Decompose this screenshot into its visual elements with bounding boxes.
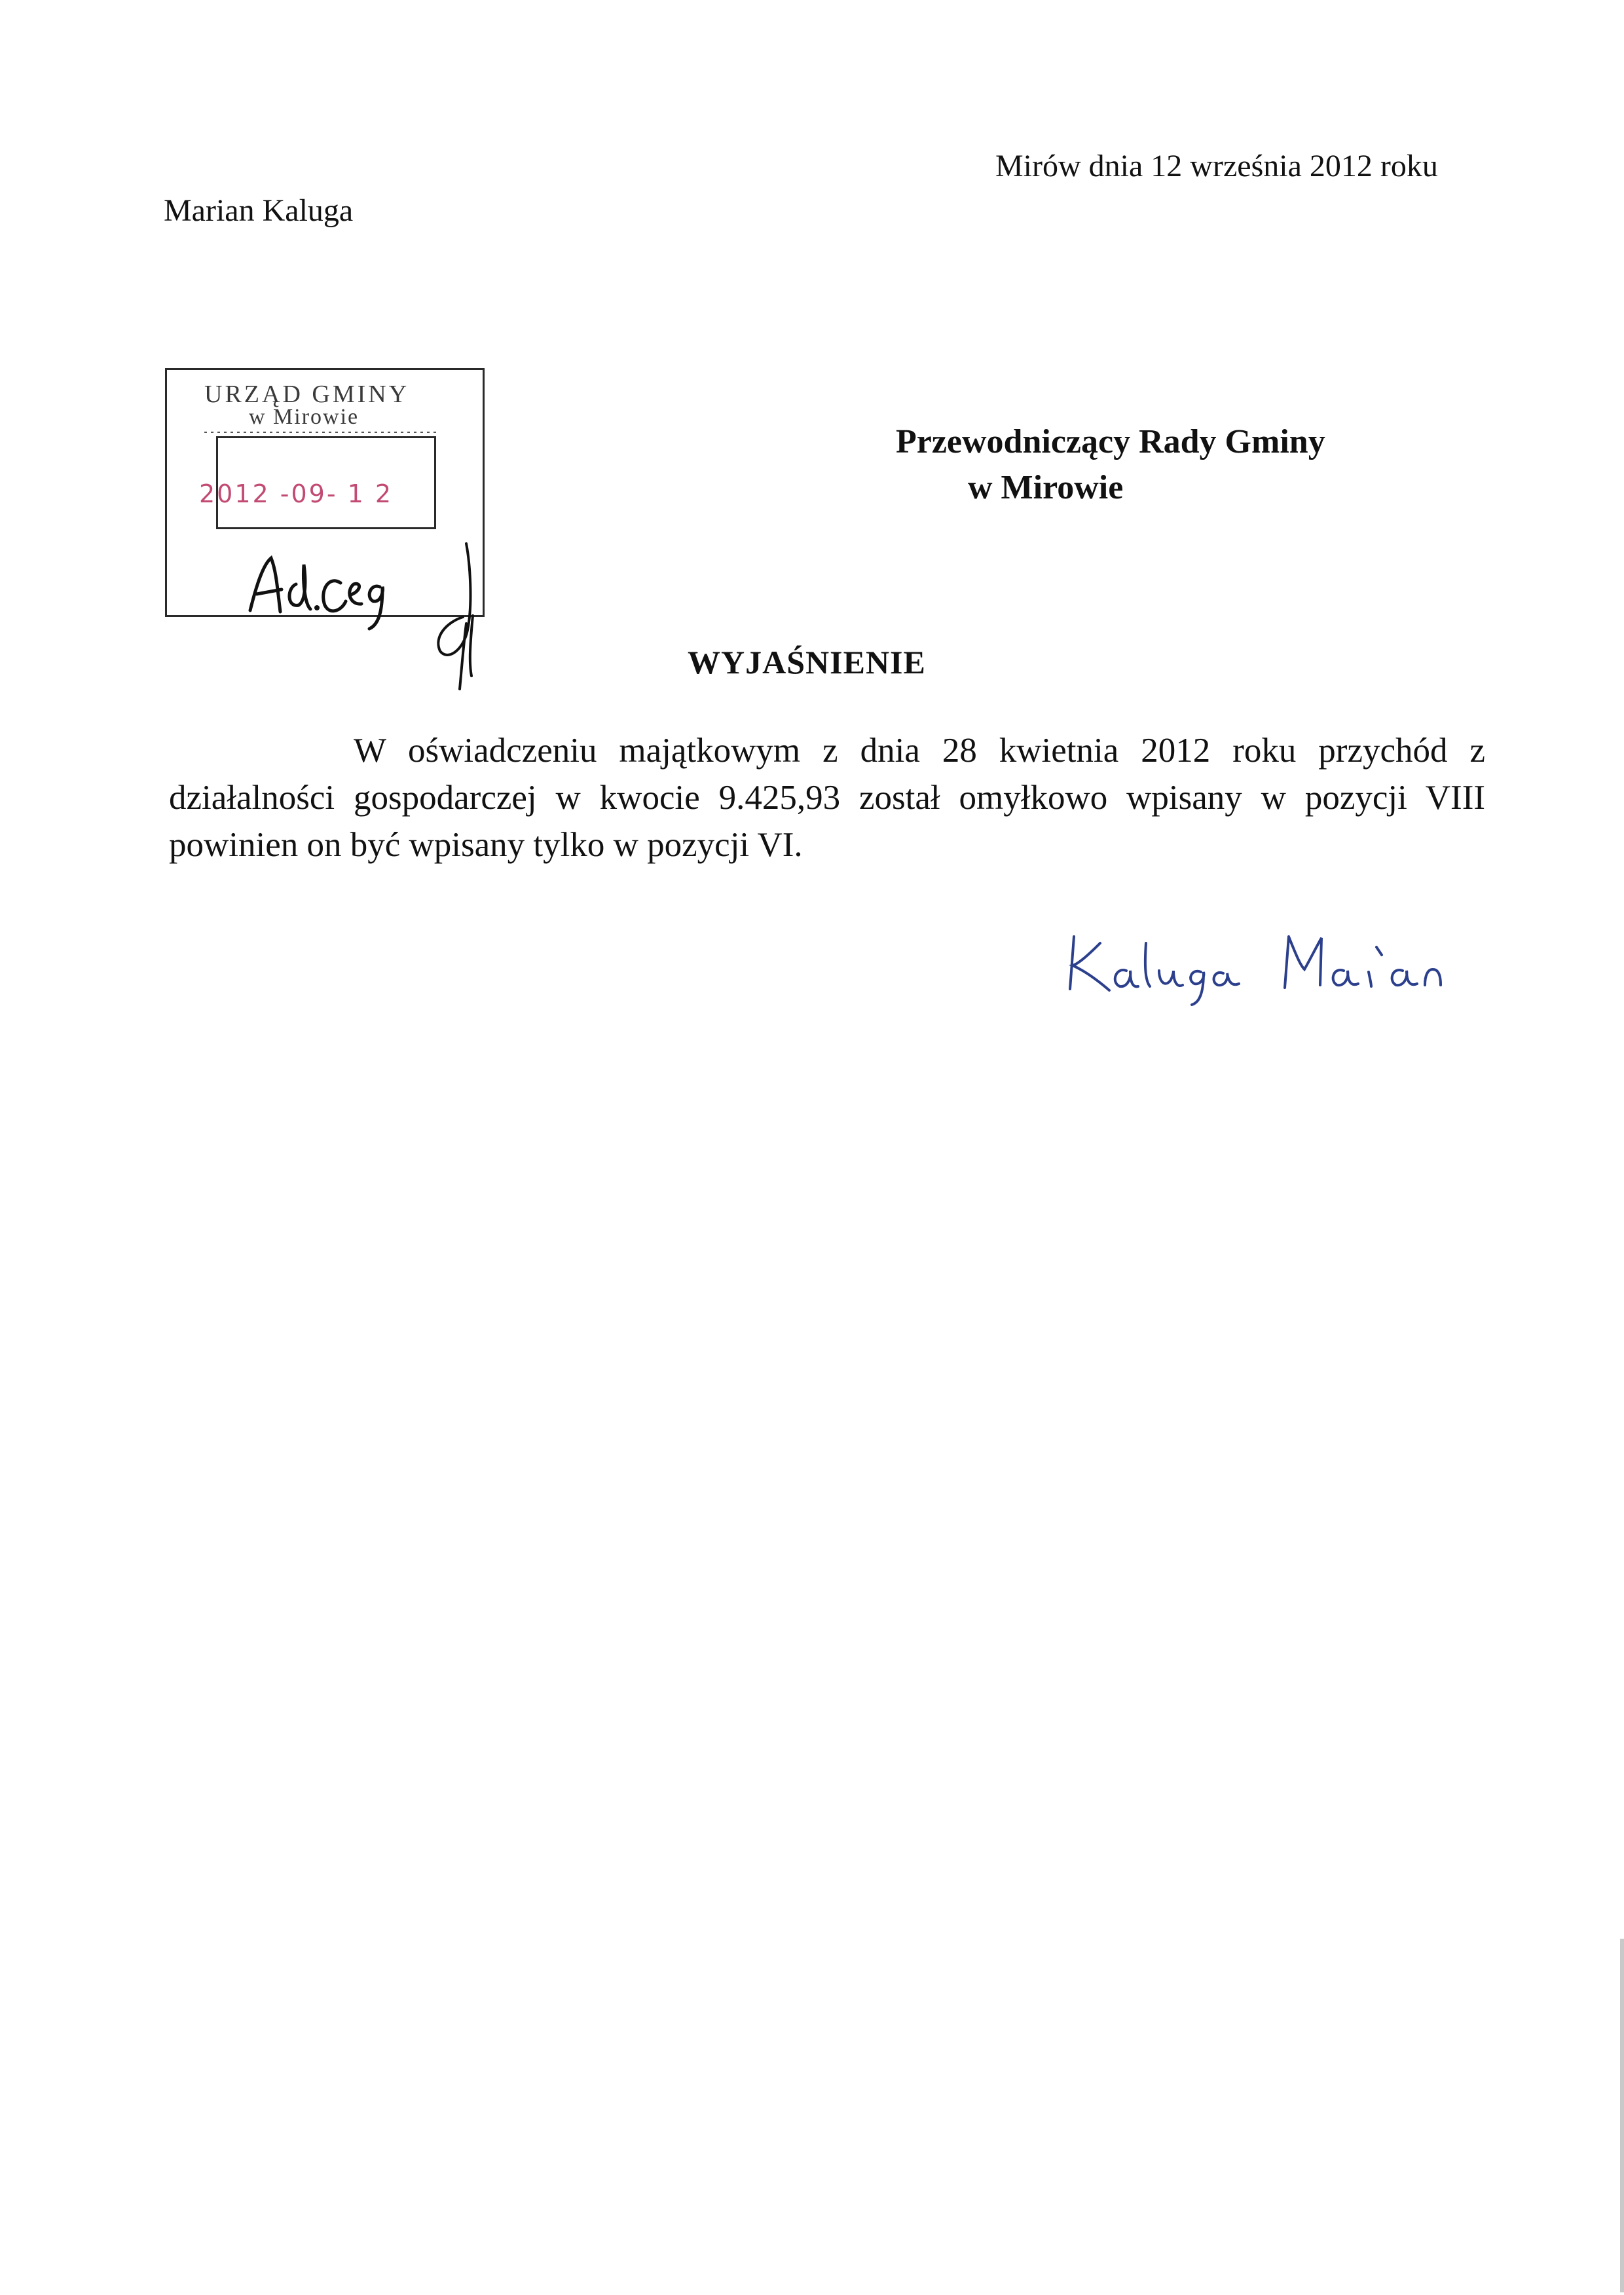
stamp-place-name: w Mirowie	[249, 405, 360, 429]
recipient-title: Przewodniczący Rady Gminy	[896, 423, 1325, 460]
office-stamp	[165, 368, 485, 617]
recipient-location: w Mirowie	[968, 469, 1124, 506]
stamp-office-name: URZĄD GMINY	[204, 381, 410, 408]
document-title: WYJAŚNIENIE	[688, 644, 926, 681]
stamp-received-date: 2012 -09- 1 2	[199, 479, 394, 508]
sender-name: Marian Kaluga	[164, 193, 354, 228]
date-line: Mirów dnia 12 września 2012 roku	[995, 149, 1438, 183]
stamp-initials-handwriting	[165, 368, 506, 682]
document-body	[169, 727, 1485, 868]
body-paragraph: W oświadczeniu majątkowym z dnia 28 kwietnia 2012 roku przychód z działalności gospodarczej w kwocie 9.425,93 został omyłkowo wpisany w pozycji VIII powinien on być wpisany tylko w pozycji VI.	[169, 732, 1485, 864]
handwritten-signature	[1061, 917, 1467, 1009]
scan-edge-shadow	[1620, 1939, 1624, 2292]
recipient-block	[891, 419, 1414, 511]
